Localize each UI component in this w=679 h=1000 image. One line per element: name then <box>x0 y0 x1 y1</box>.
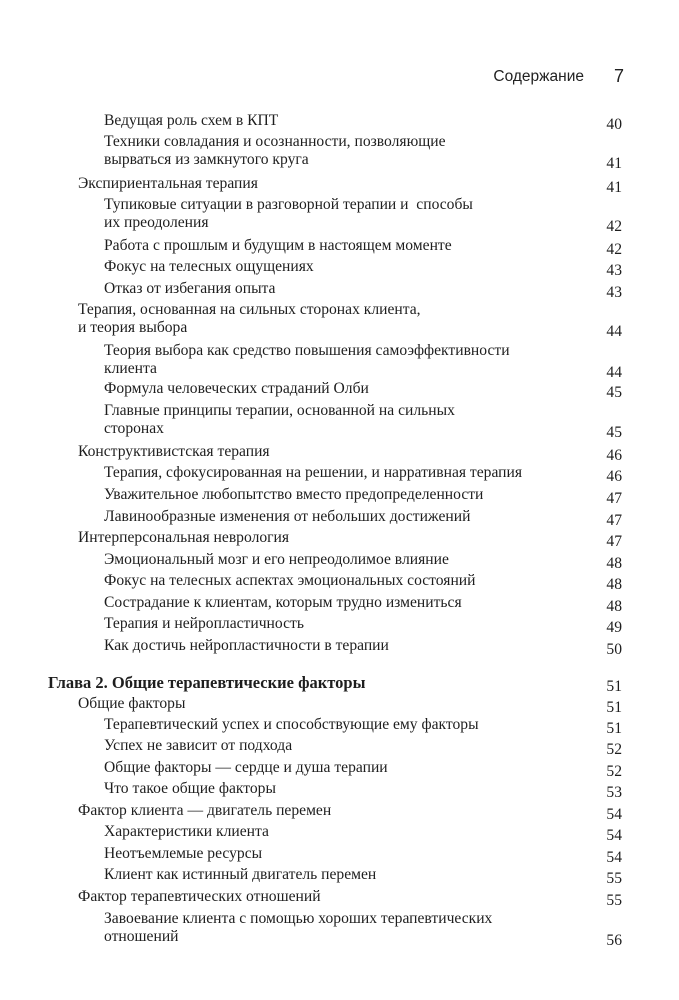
toc-entry-title: Работа с прошлым и будущим в настоящем моменте <box>104 237 452 254</box>
toc-entry-page: 48 <box>606 576 622 593</box>
toc-entry-title: Фокус на телесных аспектах эмоциональных состояний <box>104 572 476 589</box>
toc-entry-title: Терапевтический успех и способствующие ему факторы <box>104 716 479 733</box>
toc-entry-page: 50 <box>606 641 622 658</box>
toc-entry-page: 48 <box>606 555 622 572</box>
toc-entry-title: Успех не зависит от подхода <box>104 737 293 754</box>
toc-entry-title: Завоевание клиента с помощью хороших терапевтических отношений <box>104 910 493 945</box>
toc-entry-title: Отказ от избегания опыта <box>104 280 276 297</box>
toc-entry-page: 53 <box>606 784 622 801</box>
toc-entry-title: Теория выбора как средство повышения самоэффективности клиента <box>104 342 510 377</box>
toc-entry-title: Конструктивистская терапия <box>78 443 270 460</box>
toc-subsection-entry <box>0 780 679 802</box>
toc-entry-page: 45 <box>606 384 622 401</box>
toc-subsection-entry <box>0 486 679 508</box>
toc-section-entry <box>0 301 679 340</box>
toc-entry-page: 46 <box>606 447 622 464</box>
toc-entry-page: 49 <box>606 619 622 636</box>
toc-entry-page: 41 <box>606 154 622 172</box>
toc-section-entry <box>0 443 679 465</box>
toc-subsection-entry <box>0 572 679 594</box>
toc-entry-title: Фактор терапевтических отношений <box>78 888 321 905</box>
toc-subsection-entry <box>0 508 679 530</box>
running-header-title: Содержание <box>493 68 584 85</box>
toc-entry-title: Терапия и нейропластичность <box>104 615 304 632</box>
toc-entry-title: Клиент как истинный двигатель перемен <box>104 866 377 883</box>
toc-entry-title: Характеристики клиента <box>104 823 269 840</box>
toc-entry-page: 55 <box>606 870 622 887</box>
toc-entry-title: Тупиковые ситуации в разговорной терапии и способы их преодоления <box>104 196 473 231</box>
toc-subsection-entry <box>0 133 679 172</box>
toc-section-entry <box>0 529 679 551</box>
toc-entry-page: 46 <box>606 468 622 485</box>
toc-subsection-entry <box>0 551 679 573</box>
toc-entry-title: Лавинообразные изменения от небольших достижений <box>104 508 471 525</box>
toc-entry-title: Терапия, сфокусированная на решении, и нарративная терапия <box>104 464 523 481</box>
toc-section-entry <box>0 175 679 197</box>
toc-entry-page: 40 <box>606 116 622 133</box>
toc-entry-page: 42 <box>606 217 622 235</box>
toc-section-entry <box>0 802 679 824</box>
toc-entry-page: 48 <box>606 598 622 615</box>
toc-entry-title: Ведущая роль схем в КПТ <box>104 112 279 129</box>
toc-subsection-entry <box>0 823 679 845</box>
toc-subsection-entry <box>0 866 679 888</box>
toc-entry-title: Терапия, основанная на сильных сторонах клиента, и теория выбора <box>78 301 421 336</box>
toc-entry-title: Как достичь нейропластичности в терапии <box>104 637 389 654</box>
toc-entry-page: 45 <box>606 423 622 441</box>
toc-entry-title: Что такое общие факторы <box>104 780 276 797</box>
toc-subsection-entry <box>0 402 679 441</box>
toc-entry-page: 52 <box>606 741 622 758</box>
toc-subsection-entry <box>0 737 679 759</box>
toc-entry-page: 42 <box>606 241 622 258</box>
toc-entry-title: Общие факторы <box>78 695 186 712</box>
toc-entry-page: 54 <box>606 849 622 866</box>
toc-entry-title: Техники совладания и осознанности, позволяющие вырваться из замкнутого круга <box>104 133 446 168</box>
page-number: 7 <box>613 66 624 86</box>
toc-entry-page: 43 <box>606 262 622 279</box>
toc-entry-page: 56 <box>606 931 622 949</box>
toc-section-entry <box>0 695 679 717</box>
toc-entry-page: 51 <box>606 720 622 737</box>
toc-entry-page: 41 <box>606 179 622 196</box>
toc-entry-title: Главные принципы терапии, основанной на сильных сторонах <box>104 402 455 437</box>
toc-subsection-entry <box>0 845 679 867</box>
toc-entry-title: Эмоциональный мозг и его непреодолимое влияние <box>104 551 449 568</box>
toc-subsection-entry <box>0 464 679 486</box>
toc-subsection-entry <box>0 910 679 949</box>
toc-entry-page: 54 <box>606 827 622 844</box>
toc-entry-page: 44 <box>606 363 622 381</box>
toc-entry-page: 44 <box>606 322 622 340</box>
toc-entry-title: Сострадание к клиентам, которым трудно измениться <box>104 594 462 611</box>
toc-subsection-entry <box>0 716 679 738</box>
toc-entry-page: 43 <box>606 284 622 301</box>
toc-entry-title: Уважительное любопытство вместо предопределенности <box>104 486 484 503</box>
toc-section-entry <box>0 888 679 910</box>
toc-subsection-entry <box>0 196 679 235</box>
toc-subsection-entry <box>0 759 679 781</box>
toc-entry-title: Фактор клиента — двигатель перемен <box>78 802 332 819</box>
toc-subsection-entry <box>0 637 679 659</box>
toc-entry-page: 55 <box>606 892 622 909</box>
toc-subsection-entry <box>0 594 679 616</box>
toc-subsection-entry <box>0 280 679 302</box>
toc-subsection-entry <box>0 615 679 637</box>
toc-entry-title: Неотъемлемые ресурсы <box>104 845 263 862</box>
toc-entry-page: 47 <box>606 533 622 550</box>
toc-entry-page: 52 <box>606 763 622 780</box>
toc-subsection-entry <box>0 237 679 259</box>
toc-chapter-entry <box>0 674 679 696</box>
toc-subsection-entry <box>0 380 679 402</box>
toc-entry-page: 51 <box>606 678 622 695</box>
toc-entry-page: 51 <box>606 699 622 716</box>
toc-entry-title: Интерперсональная неврология <box>78 529 290 546</box>
toc-entry-page: 47 <box>606 490 622 507</box>
toc-entry-title: Общие факторы — сердце и душа терапии <box>104 759 388 776</box>
toc-entry-title: Формула человеческих страданий Олби <box>104 380 369 397</box>
toc-entry-title: Экспириентальная терапия <box>78 175 258 192</box>
toc-entry-page: 54 <box>606 806 622 823</box>
toc-entry-title: Глава 2. Общие терапевтические факторы <box>48 673 366 692</box>
toc-subsection-entry <box>0 342 679 381</box>
toc-entry-title: Фокус на телесных ощущениях <box>104 258 314 275</box>
toc-entry-page: 47 <box>606 512 622 529</box>
toc-subsection-entry <box>0 112 679 134</box>
toc-subsection-entry <box>0 258 679 280</box>
